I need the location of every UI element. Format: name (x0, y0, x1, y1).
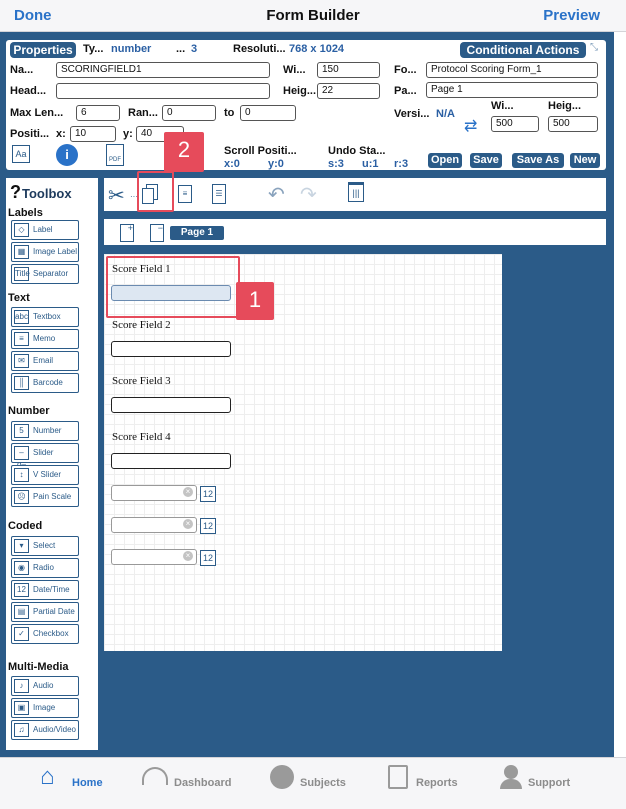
toolbox-item-icon: ✓ (14, 627, 29, 641)
scroll-x-value: x:0 (224, 158, 240, 170)
toolbox-item-label: Pain Scale (33, 492, 72, 501)
clear-icon[interactable]: × (183, 551, 193, 561)
home-icon: ⌂ (40, 763, 55, 790)
name-label: Na... (10, 64, 34, 76)
clear-icon[interactable]: × (183, 487, 193, 497)
remove-page-icon[interactable]: − (150, 224, 164, 242)
calendar-number-icon[interactable]: 12 (200, 518, 216, 534)
toolbox-item-label: Number (33, 426, 62, 435)
header-label: Head... (10, 85, 47, 97)
height-input[interactable]: 22 (317, 83, 380, 99)
section-number: Number (8, 405, 50, 417)
toolbox-item-label: Radio (33, 563, 54, 572)
toolbox-item-label: Label (33, 225, 53, 234)
dots-label: ... (176, 43, 186, 55)
nav-bar (0, 0, 626, 32)
toolbox-item-icon: ↕ (14, 468, 29, 482)
font-icon[interactable]: Aa (12, 145, 30, 163)
section-coded: Coded (8, 520, 43, 532)
gauge-icon (142, 767, 168, 785)
save-as-button[interactable]: Save As (512, 153, 564, 168)
undo-u-value: u:1 (362, 158, 379, 170)
page-title: Form Builder (266, 7, 360, 24)
new-button[interactable]: New (570, 153, 600, 168)
toolbox-item-label: Slider (33, 448, 54, 457)
callout-badge-2: 2 (164, 132, 204, 172)
list-icon[interactable]: ☰ (212, 184, 226, 204)
width-input[interactable]: 150 (317, 62, 380, 78)
toolbox-item-textbox[interactable] (11, 307, 79, 327)
score-field-3[interactable] (111, 397, 231, 413)
pos-x-input[interactable]: 10 (70, 126, 116, 142)
resolution-value: 768 x 1024 (289, 43, 345, 55)
redo-icon[interactable]: ↷ (300, 184, 317, 206)
tab-dashboard-label: Dashboard (174, 777, 232, 789)
tab-support-label: Support (528, 777, 571, 789)
page-label: Pa... (394, 85, 417, 97)
score-field-4[interactable] (111, 453, 231, 469)
pos-y-input[interactable]: 40 (136, 126, 184, 142)
field-label-4: Score Field 4 (112, 431, 171, 443)
toolbox-item-label: Audio/Video (33, 725, 76, 734)
w-label: Wi... (491, 100, 514, 112)
toolbox-item-icon: ║ (14, 376, 29, 390)
toolbox-item-label: Email (33, 356, 54, 365)
toolbox-item-label: Image Label (33, 247, 78, 256)
support-icon (504, 765, 518, 779)
callout-badge-1: 1 (236, 282, 274, 320)
y-label: y: (123, 128, 133, 140)
to-label: to (224, 107, 235, 119)
calendar-number-icon[interactable]: 12 (200, 550, 216, 566)
page-input[interactable]: Page 1 (426, 82, 598, 98)
toolbox-item-label: Date/Time (33, 585, 70, 594)
form-input[interactable]: Protocol Scoring Form_1 (426, 62, 598, 78)
maxlen-label: Max Len... (10, 107, 64, 119)
toolbox-item-audio-video[interactable] (11, 720, 79, 740)
toolbox-item-slider[interactable] (11, 443, 79, 463)
properties-tab[interactable]: Properties (10, 42, 76, 58)
reports-icon (388, 765, 408, 789)
toolbox-item-icon: ◇ (14, 223, 29, 237)
toolbox-item-date-time[interactable] (11, 580, 79, 600)
toolbox-item-label: V Slider (33, 470, 62, 479)
undo-icon[interactable]: ↶ (268, 184, 285, 206)
paste-icon[interactable]: ≡ (178, 185, 192, 203)
calendar-number-icon[interactable]: 12 (200, 486, 216, 502)
range-label: Ran... (128, 107, 158, 119)
type-label: Ty... (83, 43, 104, 55)
add-page-icon[interactable]: + (120, 224, 134, 242)
toolbox-item-icon: ▾ (14, 539, 29, 553)
toolbox-item-icon: ♫ (14, 723, 29, 737)
tab-bar (0, 757, 626, 809)
dots-value: 3 (191, 43, 198, 55)
toolbox-item-icon: ◉ (14, 561, 29, 575)
toolbox-item-radio[interactable] (11, 558, 79, 578)
preview-button[interactable]: Preview (543, 7, 600, 24)
toolbox-item-icon: ✉ (14, 354, 29, 368)
scroll-y-value: y:0 (268, 158, 284, 170)
toolbox-item-icon: Title (14, 267, 29, 281)
save-button[interactable]: Save (470, 153, 502, 168)
maxlen-input[interactable]: 6 (76, 105, 120, 121)
toolbox-item-label: Memo (33, 334, 56, 343)
toolbox-item-memo[interactable] (11, 329, 79, 349)
range-to-input[interactable]: 0 (240, 105, 296, 121)
properties-panel (6, 40, 606, 170)
field-label-3: Score Field 3 (112, 375, 171, 387)
type-value: number (111, 43, 152, 55)
toolbox-item-icon: ☹ (14, 490, 29, 504)
clear-icon[interactable]: × (183, 519, 193, 529)
version-value: N/A (436, 108, 455, 120)
toolbox-item-icon: ≡ (14, 332, 29, 346)
scroll-position-label: Scroll Positi... (224, 145, 297, 157)
trash-icon[interactable]: ||| (348, 182, 364, 202)
toolbox-item-icon: ♪ (14, 679, 29, 693)
conditional-actions-button[interactable]: Conditional Actions (460, 42, 586, 58)
toolbox-item-image[interactable] (11, 698, 79, 718)
toolbox-item-label: Image (33, 703, 56, 712)
toolbox-item-label: Partial Date (33, 607, 75, 616)
h-label: Heig... (548, 100, 582, 112)
support-icon-body (500, 779, 522, 789)
field-label-2: Score Field 2 (112, 319, 171, 331)
toolbox-item-label: Separator (33, 269, 69, 278)
callout-box-1 (106, 256, 240, 318)
cut-dots-icon: ··· (130, 192, 138, 201)
toolbox-item-icon: ▣ (14, 701, 29, 715)
toolbox-item-label: Select (33, 541, 56, 550)
version-label: Versi... (394, 108, 430, 120)
toolbox-panel (6, 178, 98, 750)
open-button[interactable]: Open (428, 153, 462, 168)
section-text: Text (8, 292, 30, 304)
undo-s-value: s:3 (328, 158, 344, 170)
tab-support[interactable] (500, 765, 580, 805)
undo-r-value: r:3 (394, 158, 409, 170)
page-bar (104, 219, 606, 245)
tab-subjects-label: Subjects (300, 777, 346, 789)
tab-subjects[interactable] (270, 765, 360, 805)
position-label: Positi... (10, 128, 50, 140)
section-multimedia: Multi-Media (8, 661, 69, 673)
page-tab-1[interactable]: Page 1 (170, 226, 224, 240)
toolbox-item-v-slider[interactable] (11, 465, 79, 485)
name-input[interactable]: SCORINGFIELD1 (56, 62, 270, 78)
toolbox-item-label: Barcode (33, 378, 63, 387)
resolution-label: Resoluti... (233, 43, 286, 55)
header-input[interactable] (56, 83, 270, 99)
tab-reports[interactable] (388, 765, 468, 805)
score-field-2[interactable] (111, 341, 231, 357)
undo-status-label: Undo Sta... (328, 145, 386, 157)
tab-reports-label: Reports (416, 777, 458, 789)
edit-toolbar (104, 178, 606, 211)
cut-icon[interactable]: ✂ (108, 185, 125, 207)
toolbox-item-pain-scale[interactable] (11, 487, 79, 507)
toolbox-item-barcode[interactable] (11, 373, 79, 393)
toolbox-item-icon: – (14, 446, 29, 460)
toolbox-item-icon: ▤ (14, 605, 29, 619)
help-icon: ? (10, 182, 21, 202)
form-label: Fo... (394, 64, 417, 76)
toolbox-item-label[interactable] (11, 220, 79, 240)
height-label: Heig... (283, 85, 317, 97)
toolbox-item-checkbox[interactable] (11, 624, 79, 644)
toolbox-item-icon: abc (14, 310, 29, 324)
done-button[interactable]: Done (14, 7, 52, 24)
toolbox-item-image-label[interactable] (11, 242, 79, 262)
toolbox-item-email[interactable] (11, 351, 79, 371)
range-from-input[interactable]: 0 (162, 105, 216, 121)
tab-dashboard[interactable] (142, 765, 242, 805)
toolbox-item-number[interactable] (11, 421, 79, 441)
toolbox-item-label: Checkbox (33, 629, 69, 638)
toolbox-item-partial-date[interactable] (11, 602, 79, 622)
info-icon[interactable]: i (56, 144, 78, 166)
tab-home[interactable] (40, 765, 110, 805)
toolbox-item-icon: ▦ (14, 245, 29, 259)
callout-box-2 (137, 171, 174, 212)
subjects-icon (270, 765, 294, 789)
section-labels: Labels (8, 207, 43, 219)
width-label: Wi... (283, 64, 306, 76)
x-label: x: (56, 128, 66, 140)
toolbox-item-label: Audio (33, 681, 54, 690)
toolbox-item-audio[interactable] (11, 676, 79, 696)
w-input[interactable]: 500 (491, 116, 539, 132)
pdf-icon[interactable]: PDF (106, 144, 124, 166)
toolbox-title: Toolbox (22, 186, 72, 201)
field-label-1: Score Field 1 (112, 263, 171, 275)
toolbox-item-icon: 5 (14, 424, 29, 438)
h-input[interactable]: 500 (548, 116, 598, 132)
tab-home-label: Home (72, 777, 103, 789)
toolbox-item-separator[interactable] (11, 264, 79, 284)
toolbox-item-label: Textbox (33, 312, 61, 321)
toolbox-item-select[interactable] (11, 536, 79, 556)
shuffle-icon[interactable]: ⇄ (464, 118, 478, 135)
toolbox-item-icon: 12 (14, 583, 29, 597)
collapse-icon[interactable]: ⤡ (590, 42, 598, 53)
